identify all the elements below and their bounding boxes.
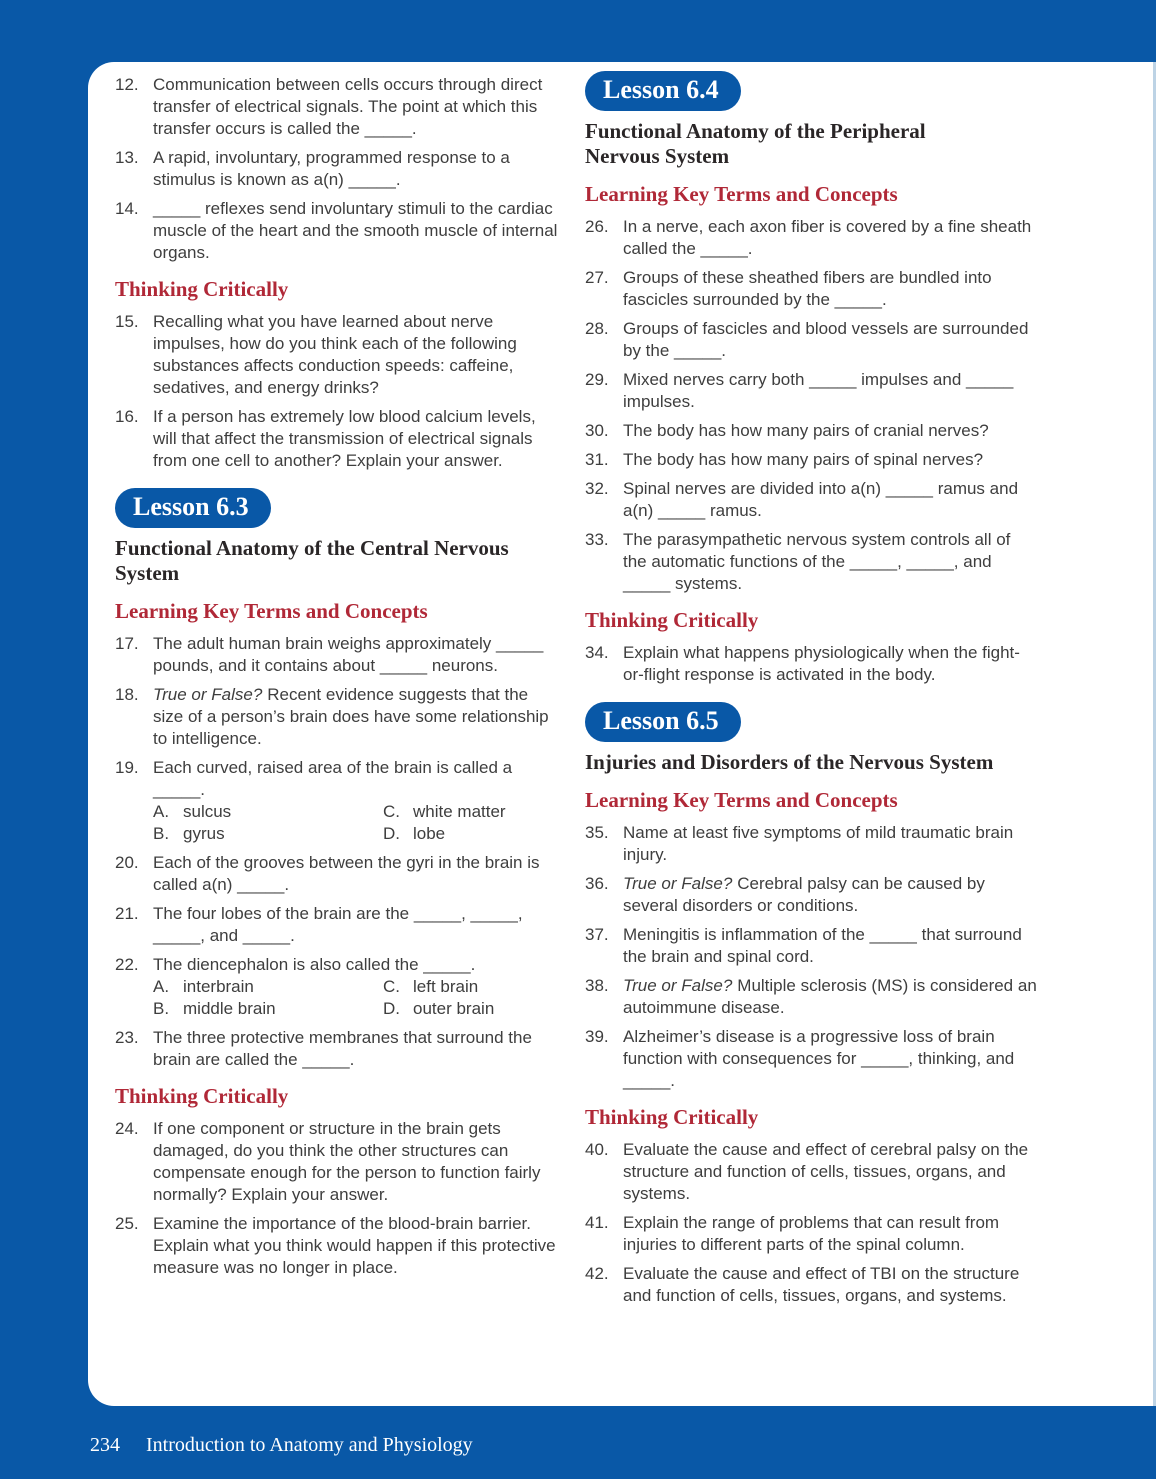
lesson-header [585, 71, 1037, 169]
question-item [115, 684, 563, 750]
question-text: The adult human brain weighs approximately _____ pounds, and it contains about _____ neurons. [153, 634, 544, 675]
option [153, 976, 383, 998]
option-letter: D. [383, 999, 400, 1018]
question-item [585, 529, 1037, 595]
question-number: 28. [585, 319, 609, 338]
option-row [153, 976, 563, 998]
option [383, 976, 478, 998]
question-text: A rapid, involuntary, programmed response to a stimulus is known as a(n) _____. [153, 148, 510, 189]
question-number: 42. [585, 1264, 609, 1283]
question-text-body: Recent evidence suggests that the size of a person’s brain does have some relationship to intelligence. [153, 685, 549, 748]
option-text: white matter [413, 802, 506, 821]
page-number: 234 [90, 1434, 120, 1456]
question-number: 12. [115, 75, 139, 94]
lesson-title: Injuries and Disorders of the Nervous System [585, 750, 994, 774]
question-item [115, 1213, 563, 1279]
option-letter: C. [383, 977, 400, 996]
question-number: 19. [115, 758, 139, 777]
option-letter: C. [383, 802, 400, 821]
question-number: 24. [115, 1119, 139, 1138]
question-item [115, 198, 563, 264]
thinking-critically-heading: Thinking Critically [585, 608, 759, 632]
question-text: Groups of these sheathed fibers are bundled into fascicles surrounded by the _____. [623, 268, 992, 309]
learning-key-terms-heading: Learning Key Terms and Concepts [585, 788, 898, 812]
question-text: Mixed nerves carry both _____ impulses and _____ impulses. [623, 370, 1014, 411]
question-number: 16. [115, 407, 139, 426]
question-item [585, 449, 1037, 471]
option-text: interbrain [183, 977, 254, 996]
question-text: Evaluate the cause and effect of cerebral palsy on the structure and function of cells, tissues, organs, and systems. [623, 1140, 1029, 1203]
question-item [115, 311, 563, 399]
question-text [153, 684, 563, 750]
option-text: middle brain [183, 999, 276, 1018]
right-column [585, 71, 1037, 1314]
true-or-false-lead: True or False? [623, 874, 733, 893]
question-item [585, 478, 1037, 522]
question-number: 41. [585, 1213, 609, 1232]
learning-key-terms-heading: Learning Key Terms and Concepts [585, 182, 898, 206]
option-letter: A. [153, 802, 170, 821]
question-item [115, 74, 563, 140]
question-number: 36. [585, 874, 609, 893]
question-item [115, 1027, 563, 1071]
question-text: The diencephalon is also called the _____. [153, 955, 476, 974]
question-number: 23. [115, 1028, 139, 1047]
option-text: sulcus [183, 802, 232, 821]
question-text: The body has how many pairs of cranial nerves? [623, 421, 989, 440]
question-item [585, 1026, 1037, 1092]
question-item [585, 1263, 1037, 1307]
question-text: Communication between cells occurs through direct transfer of electrical signals. The point at which this transfer occurs is called the _____. [153, 75, 543, 138]
question-item [115, 1118, 563, 1206]
question-text: Evaluate the cause and effect of TBI on the structure and function of cells, tissues, organs, and systems. [623, 1264, 1020, 1305]
answer-options [153, 801, 563, 845]
question-text: The three protective membranes that surround the brain are called the _____. [153, 1028, 532, 1069]
question-text-body: Cerebral palsy can be caused by several disorders or conditions. [623, 874, 985, 915]
lesson-badge: Lesson 6.4 [585, 71, 741, 111]
left-column [115, 74, 563, 1286]
question-number: 25. [115, 1214, 139, 1233]
question-text: The body has how many pairs of spinal nerves? [623, 450, 984, 469]
question-item [115, 633, 563, 677]
question-text: Groups of fascicles and blood vessels are surrounded by the _____. [623, 319, 1029, 360]
question-text: Each of the grooves between the gyri in the brain is called a(n) _____. [153, 853, 540, 894]
question-text: Each curved, raised area of the brain is called a _____. [153, 758, 513, 799]
question-number: 27. [585, 268, 609, 287]
option-text: outer brain [413, 999, 495, 1018]
book-title: Introduction to Anatomy and Physiology [146, 1434, 473, 1456]
question-item [585, 873, 1037, 917]
option-text: lobe [413, 824, 446, 843]
lesson-header [115, 488, 563, 586]
option-letter: B. [153, 999, 170, 1018]
question-text: Name at least five symptoms of mild traumatic brain injury. [623, 823, 1014, 864]
question-number: 15. [115, 312, 139, 331]
question-number: 33. [585, 530, 609, 549]
question-item [115, 757, 563, 845]
question-item [115, 903, 563, 947]
question-text [623, 873, 1037, 917]
option [383, 998, 494, 1020]
question-text: If a person has extremely low blood calcium levels, will that affect the transmission of electrical signals from one cell to another? Explain your answer. [153, 407, 536, 470]
lesson-title: Functional Anatomy of the Central Nervous System [115, 536, 509, 585]
question-number: 37. [585, 925, 609, 944]
question-number: 26. [585, 217, 609, 236]
option-letter: B. [153, 824, 170, 843]
question-item [585, 1212, 1037, 1256]
thinking-critically-heading: Thinking Critically [115, 277, 289, 301]
option-text: left brain [413, 977, 479, 996]
question-text: Explain what happens physiologically when the fight-or-flight response is activated in the body. [623, 643, 1020, 684]
question-number: 39. [585, 1027, 609, 1046]
option [383, 801, 506, 823]
question-number: 34. [585, 643, 609, 662]
question-item [585, 267, 1037, 311]
learning-key-terms-heading: Learning Key Terms and Concepts [115, 599, 428, 623]
question-number: 30. [585, 421, 609, 440]
question-text: Recalling what you have learned about nerve impulses, how do you think each of the following substances affects conduction speeds: caffeine, sedatives, and energy drinks? [153, 312, 517, 397]
question-item [115, 147, 563, 191]
question-text: _____ reflexes send involuntary stimuli to the cardiac muscle of the heart and the smooth muscle of internal organs. [153, 199, 558, 262]
option-letter: D. [383, 824, 400, 843]
lesson-badge: Lesson 6.3 [115, 488, 271, 528]
question-number: 40. [585, 1140, 609, 1159]
question-text: The parasympathetic nervous system controls all of the automatic functions of the _____, _____, and _____ systems. [623, 530, 1011, 593]
lesson-header [585, 702, 1037, 775]
question-number: 32. [585, 479, 609, 498]
question-number: 18. [115, 685, 139, 704]
true-or-false-lead: True or False? [153, 685, 263, 704]
question-number: 35. [585, 823, 609, 842]
lesson-badge: Lesson 6.5 [585, 702, 741, 742]
question-item [585, 216, 1037, 260]
question-item [115, 406, 563, 472]
question-number: 13. [115, 148, 139, 167]
question-item [585, 822, 1037, 866]
question-item [115, 954, 563, 1020]
question-item [585, 420, 1037, 442]
question-text: In a nerve, each axon fiber is covered by a fine sheath called the _____. [623, 217, 1032, 258]
question-number: 14. [115, 199, 139, 218]
page-footer [90, 1433, 473, 1457]
true-or-false-lead: True or False? [623, 976, 733, 995]
thinking-critically-heading: Thinking Critically [585, 1105, 759, 1129]
option [383, 823, 445, 845]
question-text: If one component or structure in the brain gets damaged, do you think the other structures can compensate enough for the person to function fairly normally? Explain your answer. [153, 1119, 541, 1204]
option-row [153, 823, 563, 845]
question-text: Explain the range of problems that can result from injuries to different parts of the spinal column. [623, 1213, 1000, 1254]
question-item [585, 1139, 1037, 1205]
question-number: 31. [585, 450, 609, 469]
lesson-title: Functional Anatomy of the Peripheral Nervous System [585, 119, 926, 168]
option-row [153, 998, 563, 1020]
option-text: gyrus [183, 824, 225, 843]
question-text: Spinal nerves are divided into a(n) _____ ramus and a(n) _____ ramus. [623, 479, 1019, 520]
answer-options [153, 976, 563, 1020]
option-letter: A. [153, 977, 170, 996]
question-item [585, 924, 1037, 968]
question-number: 38. [585, 976, 609, 995]
question-item [585, 642, 1037, 686]
question-text: The four lobes of the brain are the _____, _____, _____, and _____. [153, 904, 523, 945]
question-number: 22. [115, 955, 139, 974]
question-text: Meningitis is inflammation of the _____ that surround the brain and spinal cord. [623, 925, 1022, 966]
question-item [115, 852, 563, 896]
option [153, 801, 383, 823]
question-number: 17. [115, 634, 139, 653]
question-text: Alzheimer’s disease is a progressive loss of brain function with consequences for _____, thinking, and _____. [623, 1027, 1015, 1090]
thinking-critically-heading: Thinking Critically [115, 1084, 289, 1108]
option [153, 823, 383, 845]
question-number: 29. [585, 370, 609, 389]
question-number: 21. [115, 904, 139, 923]
question-item [585, 318, 1037, 362]
option-row [153, 801, 563, 823]
question-text-body: Multiple sclerosis (MS) is considered an autoimmune disease. [623, 976, 1037, 1017]
option [153, 998, 383, 1020]
question-number: 20. [115, 853, 139, 872]
question-text: Examine the importance of the blood-brain barrier. Explain what you think would happen if this protective measure was no longer in place. [153, 1214, 556, 1277]
question-text [623, 975, 1037, 1019]
question-item [585, 975, 1037, 1019]
question-item [585, 369, 1037, 413]
